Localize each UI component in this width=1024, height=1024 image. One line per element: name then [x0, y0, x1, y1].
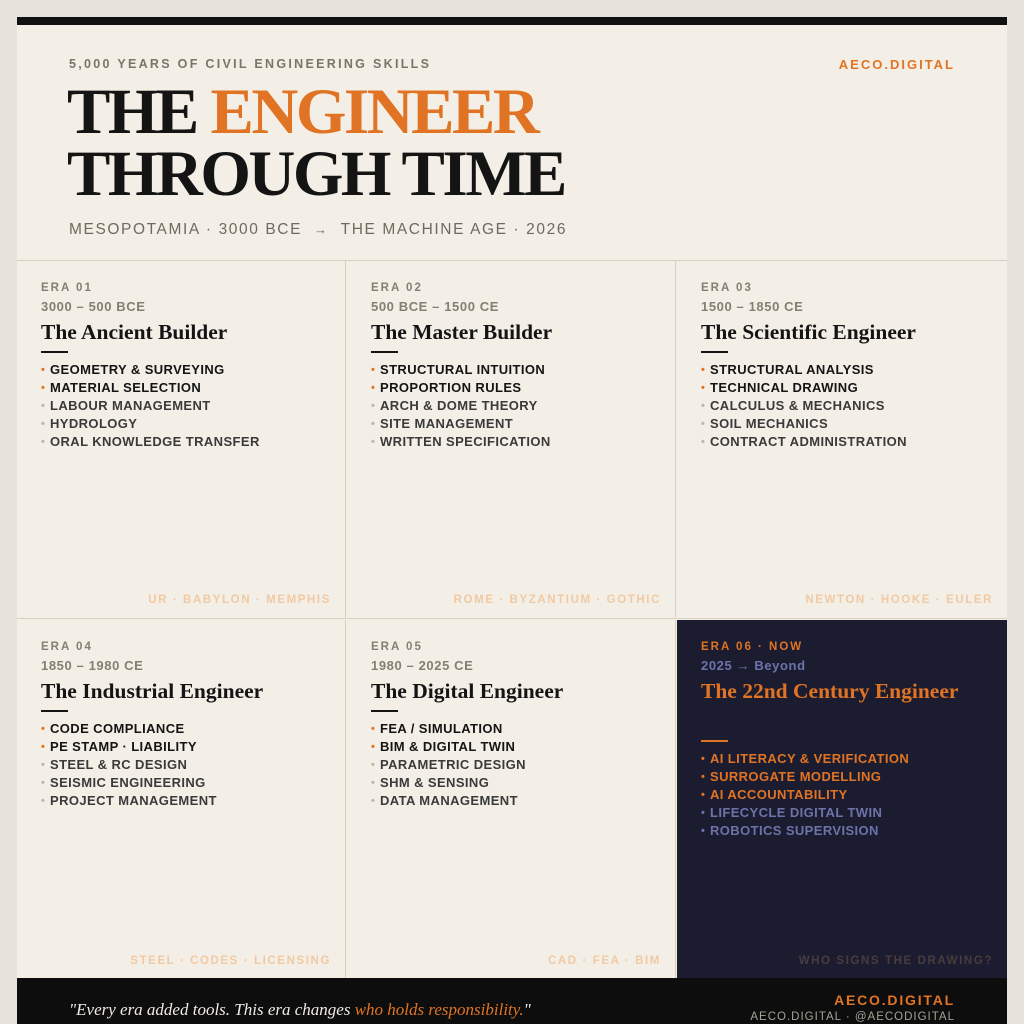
skill-item — [701, 415, 907, 433]
bullet-icon: • — [701, 771, 706, 783]
footer-quote — [69, 1000, 531, 1020]
title-engineer: ENGINEER — [210, 76, 538, 148]
era-label: ERA 03 — [701, 282, 753, 294]
skill-item — [41, 720, 217, 738]
era-range: 1850 – 1980 CE — [41, 658, 144, 673]
era-label: ERA 05 — [371, 641, 423, 653]
skill-item — [371, 361, 551, 379]
era-range: 1980 – 2025 CE — [371, 658, 474, 673]
bullet-icon: • — [371, 777, 376, 789]
skill-item — [371, 397, 551, 415]
skill-label: CALCULUS & MECHANICS — [710, 398, 885, 413]
title-rule — [41, 351, 68, 353]
era-places: ROME · BYZANTIUM · GOTHIC — [453, 594, 661, 606]
bullet-icon: • — [41, 741, 46, 753]
era-range: 1500 – 1850 CE — [701, 299, 804, 314]
bullet-icon: • — [371, 795, 376, 807]
footer — [17, 978, 1007, 1024]
skill-label: DATA MANAGEMENT — [380, 793, 518, 808]
skill-item — [41, 738, 217, 756]
skill-item — [371, 774, 526, 792]
era-title: The Digital Engineer — [371, 679, 564, 703]
skill-label: SEISMIC ENGINEERING — [50, 775, 206, 790]
skill-label: CODE COMPLIANCE — [50, 721, 185, 736]
footer-brand[interactable]: AECO.DIGITAL — [834, 992, 955, 1008]
skill-list — [701, 361, 907, 451]
timeline-subtitle — [69, 221, 567, 239]
era-card-03 — [677, 261, 1007, 619]
skill-item — [701, 433, 907, 451]
title-rule — [701, 351, 728, 353]
era-range: 500 BCE – 1500 CE — [371, 299, 499, 314]
skill-item — [371, 415, 551, 433]
skill-item — [701, 786, 909, 804]
skill-item — [41, 792, 217, 810]
skill-item — [41, 379, 260, 397]
era-label: ERA 02 — [371, 282, 423, 294]
skill-label: BIM & DIGITAL TWIN — [380, 739, 516, 754]
skill-label: HYDROLOGY — [50, 416, 138, 431]
skill-label: WRITTEN SPECIFICATION — [380, 434, 551, 449]
quote-start: "Every era added tools. This era changes — [69, 1000, 355, 1019]
subtitle-end: THE MACHINE AGE · 2026 — [340, 221, 568, 238]
skill-label: PE STAMP · LIABILITY — [50, 739, 197, 754]
era-card-05 — [347, 620, 676, 979]
skill-item — [701, 750, 909, 768]
skill-label: STRUCTURAL INTUITION — [380, 362, 546, 377]
skill-label: PROPORTION RULES — [380, 380, 522, 395]
skill-item — [701, 768, 909, 786]
skill-list — [371, 720, 526, 810]
era-places: WHO SIGNS THE DRAWING? — [798, 955, 993, 967]
bullet-icon: • — [701, 825, 706, 837]
era-card-04 — [17, 620, 346, 979]
skill-label: ROBOTICS SUPERVISION — [710, 823, 879, 838]
bullet-icon: • — [41, 382, 46, 394]
era-card-06 — [677, 620, 1007, 979]
skill-item — [41, 433, 260, 451]
bullet-icon: • — [371, 436, 376, 448]
skill-list — [41, 720, 217, 810]
skill-item — [701, 804, 909, 822]
skill-label: AI ACCOUNTABILITY — [710, 787, 848, 802]
skill-item — [371, 738, 526, 756]
bullet-icon: • — [371, 741, 376, 753]
era-range: 2025 → Beyond — [701, 658, 806, 673]
skill-item — [41, 397, 260, 415]
quote-end: " — [523, 1000, 531, 1019]
title-rule — [41, 710, 68, 712]
era-label: ERA 06 · NOW — [701, 641, 804, 653]
skill-label: PARAMETRIC DESIGN — [380, 757, 526, 772]
bullet-icon: • — [41, 759, 46, 771]
era-title: The Industrial Engineer — [41, 679, 264, 703]
skill-item — [41, 415, 260, 433]
era-title: The Scientific Engineer — [701, 320, 916, 344]
bullet-icon: • — [41, 436, 46, 448]
era-grid — [17, 260, 1007, 979]
skill-list — [41, 361, 260, 451]
bullet-icon: • — [701, 418, 706, 430]
skill-label: SHM & SENSING — [380, 775, 490, 790]
skill-label: CONTRACT ADMINISTRATION — [710, 434, 907, 449]
era-card-02 — [347, 261, 676, 619]
bullet-icon: • — [41, 723, 46, 735]
skill-item — [701, 397, 907, 415]
skill-item — [371, 756, 526, 774]
era-label: ERA 04 — [41, 641, 93, 653]
skill-label: STEEL & RC DESIGN — [50, 757, 188, 772]
footer-handles[interactable]: AECO.DIGITAL · @AECODIGITAL — [750, 1011, 955, 1023]
bullet-icon: • — [701, 436, 706, 448]
skill-item — [371, 379, 551, 397]
skill-item — [41, 361, 260, 379]
skill-item — [701, 822, 909, 840]
kicker: 5,000 YEARS OF CIVIL ENGINEERING SKILLS — [69, 57, 432, 71]
skill-list — [701, 750, 909, 840]
bullet-icon: • — [701, 364, 706, 376]
skill-label: MATERIAL SELECTION — [50, 380, 202, 395]
bullet-icon: • — [41, 777, 46, 789]
bullet-icon: • — [701, 400, 706, 412]
bullet-icon: • — [701, 807, 706, 819]
skill-label: ORAL KNOWLEDGE TRANSFER — [50, 434, 260, 449]
skill-item — [371, 720, 526, 738]
title-line2: THROUGH TIME — [67, 138, 565, 210]
skill-item — [41, 756, 217, 774]
bullet-icon: • — [371, 723, 376, 735]
bullet-icon: • — [371, 382, 376, 394]
skill-label: SURROGATE MODELLING — [710, 769, 882, 784]
skill-label: LABOUR MANAGEMENT — [50, 398, 211, 413]
bullet-icon: • — [371, 759, 376, 771]
skill-label: GEOMETRY & SURVEYING — [50, 362, 225, 377]
skill-item — [41, 774, 217, 792]
bullet-icon: • — [41, 795, 46, 807]
skill-label: TECHNICAL DRAWING — [710, 380, 859, 395]
era-places: UR · BABYLON · MEMPHIS — [148, 594, 331, 606]
bullet-icon: • — [41, 364, 46, 376]
bullet-icon: • — [701, 789, 706, 801]
bullet-icon: • — [371, 418, 376, 430]
top-bar — [17, 17, 1007, 25]
era-places: STEEL · CODES · LICENSING — [130, 955, 331, 967]
bullet-icon: • — [701, 753, 706, 765]
skill-label: PROJECT MANAGEMENT — [50, 793, 217, 808]
skill-label: AI LITERACY & VERIFICATION — [710, 751, 910, 766]
bullet-icon: • — [371, 400, 376, 412]
bullet-icon: • — [701, 382, 706, 394]
skill-label: SITE MANAGEMENT — [380, 416, 514, 431]
bullet-icon: • — [41, 400, 46, 412]
era-range: 3000 – 500 BCE — [41, 299, 146, 314]
skill-item — [371, 433, 551, 451]
bullet-icon: • — [371, 364, 376, 376]
skill-list — [371, 361, 551, 451]
skill-label: FEA / SIMULATION — [380, 721, 503, 736]
era-label: ERA 01 — [41, 282, 93, 294]
quote-highlight: who holds responsibility. — [354, 1000, 524, 1019]
era-title: The Master Builder — [371, 320, 553, 344]
title-rule — [371, 710, 398, 712]
era-places: CAD · FEA · BIM — [547, 955, 661, 967]
title-rule — [701, 740, 728, 742]
skill-label: SOIL MECHANICS — [710, 416, 829, 431]
page-title — [67, 76, 565, 210]
bullet-icon: • — [41, 418, 46, 430]
skill-label: LIFECYCLE DIGITAL TWIN — [710, 805, 883, 820]
skill-item — [701, 361, 907, 379]
title-rule — [371, 351, 398, 353]
skill-item — [701, 379, 907, 397]
poster — [17, 17, 1007, 1024]
title-the: THE — [67, 76, 211, 148]
era-title: The Ancient Builder — [41, 320, 228, 344]
era-card-01 — [17, 261, 346, 619]
arrow-right-icon: → — [314, 222, 329, 237]
era-places: NEWTON · HOOKE · EULER — [805, 594, 993, 606]
skill-label: ARCH & DOME THEORY — [380, 398, 538, 413]
skill-item — [371, 792, 526, 810]
brand-link[interactable]: AECO.DIGITAL — [838, 57, 955, 72]
skill-label: STRUCTURAL ANALYSIS — [710, 362, 874, 377]
subtitle-start: MESOPOTAMIA · 3000 BCE — [69, 221, 303, 238]
era-title: The 22nd Century Engineer — [701, 679, 959, 703]
